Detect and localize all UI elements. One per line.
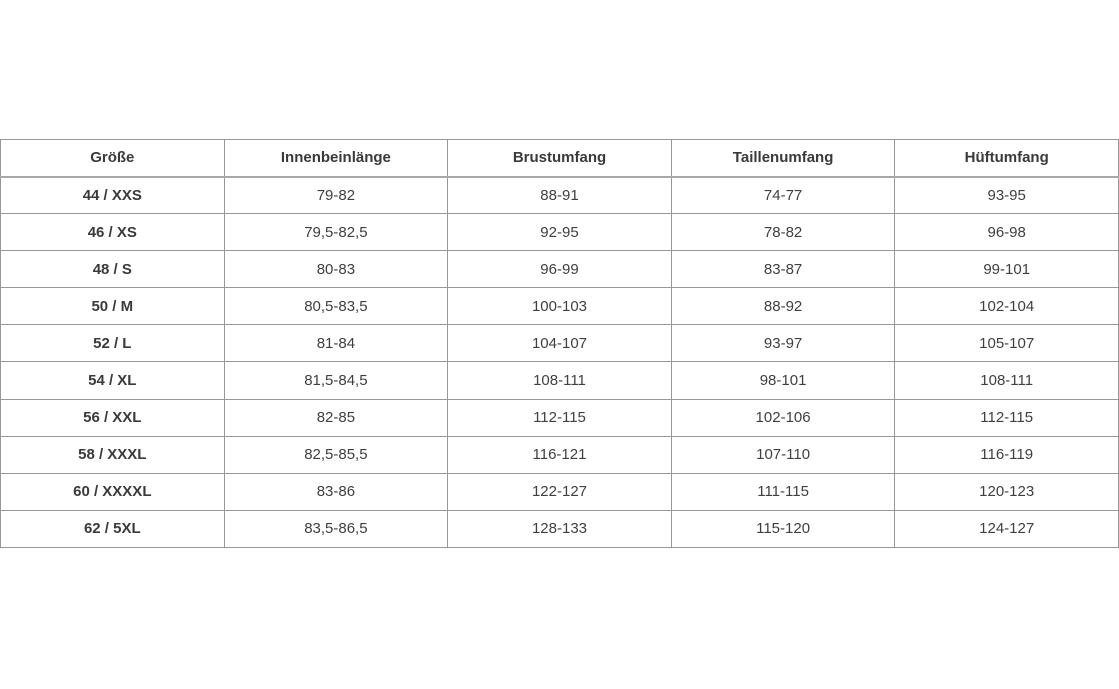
table-row — [1, 214, 1119, 251]
header-cell: Brustumfang — [448, 140, 672, 177]
value-cell: 108-111 — [895, 362, 1119, 399]
value-cell: 83-86 — [224, 473, 448, 510]
size-cell: 56 / XXL — [1, 399, 225, 436]
size-cell: 62 / 5XL — [1, 510, 225, 547]
value-cell: 83,5-86,5 — [224, 510, 448, 547]
table-row — [1, 288, 1119, 325]
value-cell: 83-87 — [671, 251, 895, 288]
size-cell: 52 / L — [1, 325, 225, 362]
value-cell: 102-104 — [895, 288, 1119, 325]
value-cell: 88-92 — [671, 288, 895, 325]
value-cell: 79,5-82,5 — [224, 214, 448, 251]
value-cell: 99-101 — [895, 251, 1119, 288]
value-cell: 105-107 — [895, 325, 1119, 362]
header-cell: Größe — [1, 140, 225, 177]
size-cell: 46 / XS — [1, 214, 225, 251]
size-cell: 50 / M — [1, 288, 225, 325]
size-cell: 60 / XXXXL — [1, 473, 225, 510]
value-cell: 93-95 — [895, 177, 1119, 214]
value-cell: 92-95 — [448, 214, 672, 251]
value-cell: 112-115 — [448, 399, 672, 436]
value-cell: 79-82 — [224, 177, 448, 214]
value-cell: 104-107 — [448, 325, 672, 362]
value-cell: 81-84 — [224, 325, 448, 362]
table-row — [1, 510, 1119, 547]
size-cell: 48 / S — [1, 251, 225, 288]
header-cell: Hüftumfang — [895, 140, 1119, 177]
value-cell: 82-85 — [224, 399, 448, 436]
value-cell: 112-115 — [895, 399, 1119, 436]
value-cell: 74-77 — [671, 177, 895, 214]
table-row — [1, 473, 1119, 510]
value-cell: 98-101 — [671, 362, 895, 399]
value-cell: 128-133 — [448, 510, 672, 547]
value-cell: 122-127 — [448, 473, 672, 510]
value-cell: 108-111 — [448, 362, 672, 399]
table-row — [1, 362, 1119, 399]
table-row — [1, 251, 1119, 288]
value-cell: 111-115 — [671, 473, 895, 510]
table-row — [1, 177, 1119, 214]
value-cell: 115-120 — [671, 510, 895, 547]
value-cell: 88-91 — [448, 177, 672, 214]
header-cell: Innenbeinlänge — [224, 140, 448, 177]
table-header — [1, 140, 1119, 177]
table-body — [1, 177, 1119, 548]
value-cell: 120-123 — [895, 473, 1119, 510]
value-cell: 96-99 — [448, 251, 672, 288]
size-cell: 54 / XL — [1, 362, 225, 399]
value-cell: 116-119 — [895, 436, 1119, 473]
value-cell: 100-103 — [448, 288, 672, 325]
size-chart-table — [0, 139, 1119, 548]
value-cell: 81,5-84,5 — [224, 362, 448, 399]
size-cell: 58 / XXXL — [1, 436, 225, 473]
table-row — [1, 436, 1119, 473]
header-cell: Taillenumfang — [671, 140, 895, 177]
value-cell: 96-98 — [895, 214, 1119, 251]
size-cell: 44 / XXS — [1, 177, 225, 214]
table-header-row — [1, 140, 1119, 177]
table-row — [1, 399, 1119, 436]
value-cell: 80,5-83,5 — [224, 288, 448, 325]
value-cell: 107-110 — [671, 436, 895, 473]
value-cell: 116-121 — [448, 436, 672, 473]
value-cell: 102-106 — [671, 399, 895, 436]
value-cell: 93-97 — [671, 325, 895, 362]
value-cell: 80-83 — [224, 251, 448, 288]
value-cell: 78-82 — [671, 214, 895, 251]
table-row — [1, 325, 1119, 362]
value-cell: 82,5-85,5 — [224, 436, 448, 473]
value-cell: 124-127 — [895, 510, 1119, 547]
